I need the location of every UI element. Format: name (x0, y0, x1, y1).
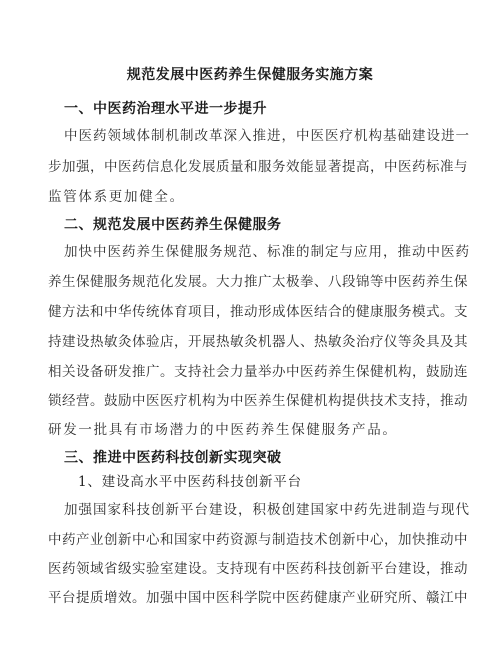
section-2-line-6: 锁经营。鼓励中医医疗机构为中医养生保健机构提供技术支持，推动 (48, 393, 468, 409)
section-2-line-3: 健方法和中华传统体育项目，推动形成体医结合的健康服务模式。支 (48, 304, 468, 320)
section-2-line-5: 相关设备研发推广。支持社会力量举办中医药养生保健机构，鼓励连 (48, 364, 468, 380)
section-1-line-3: 监管体系更加健全。 (48, 189, 185, 205)
section-3-line-1: 加强国家科技创新平台建设，积极创建国家中药先进制造与现代 (64, 502, 470, 518)
section-2-line-1: 加快中医药养生保健服务规范、标准的制定与应用，推动中医药 (64, 244, 470, 260)
section-3-line-4: 平台提质增效。加强中国中医科学院中医药健康产业研究所、赣江中 (48, 590, 468, 606)
section-3-subheading: 1、建设高水平中医药科技创新平台 (78, 474, 302, 490)
section-2-line-2: 养生保健服务规范化发展。大力推广太极拳、八段锦等中医药养生保 (48, 274, 468, 290)
section-1-line-1: 中医药领域体制机制改革深入推进，中医医疗机构基础建设进一 (64, 128, 470, 144)
section-2-line-4: 持建设热敏灸体验店，开展热敏灸机器人、热敏灸治疗仪等灸具及其 (48, 334, 468, 350)
section-1-line-2: 步加强，中医药信息化发展质量和服务效能显著提高，中医药标准与 (48, 159, 468, 175)
section-2-line-7: 研发一批具有市场潜力的中医药养生保健服务产品。 (48, 422, 398, 438)
section-2-heading: 二、规范发展中医药养生保健服务 (64, 217, 282, 233)
section-3-line-2: 中药产业创新中心和国家中药资源与制造技术创新中心，加快推动中 (48, 532, 468, 548)
section-1-heading: 一、中医药治理水平进一步提升 (64, 101, 267, 117)
section-3-heading: 三、推进中医药科技创新实现突破 (64, 450, 282, 466)
section-3-line-3: 医药领域省级实验室建设。支持现有中医药科技创新平台建设，推动 (48, 561, 468, 577)
document-title: 规范发展中医药养生保健服务实施方案 (126, 67, 374, 83)
